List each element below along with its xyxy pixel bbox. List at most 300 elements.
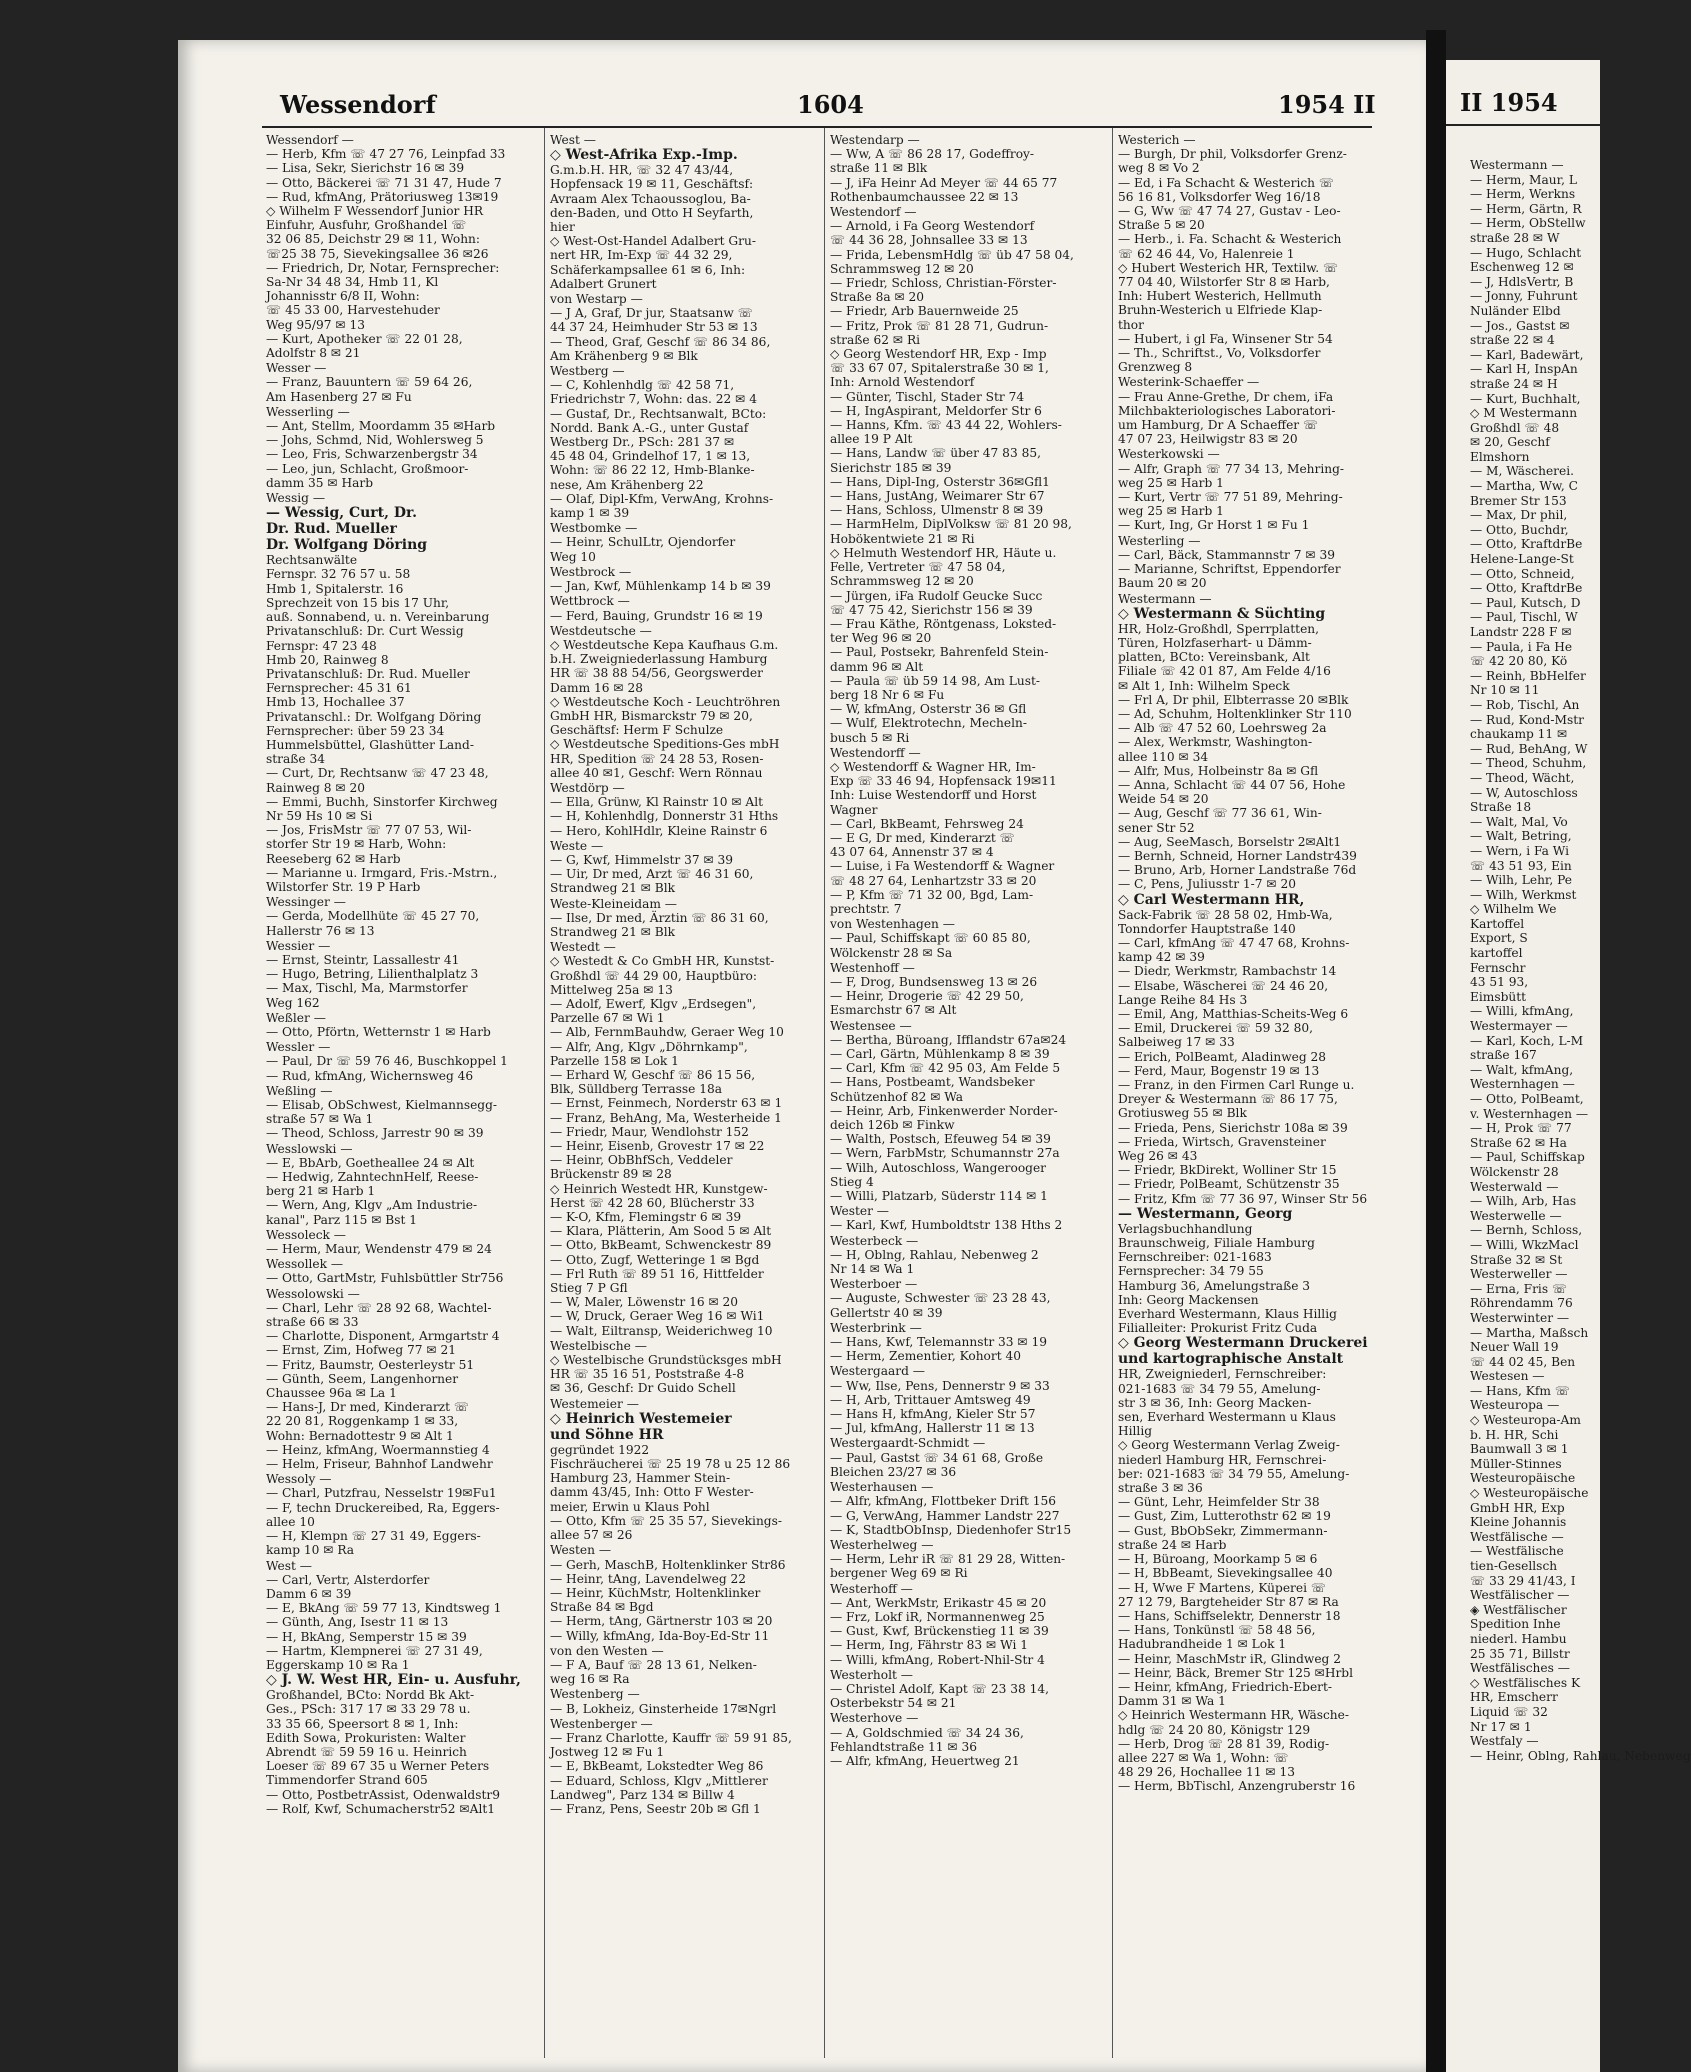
directory-line: — Ernst, Zim, Hofweg 77 ✉ 21	[266, 1343, 456, 1358]
directory-line: Straße 84 ✉ Bgd	[550, 1600, 654, 1615]
directory-line: — Charl, Putzfrau, Nesselstr 19✉Fu1	[266, 1486, 497, 1501]
directory-line: — Günt, Lehr, Heimfelder Str 38	[1118, 1495, 1320, 1510]
directory-line: — Friedrich, Dr, Notar, Fernsprecher:	[266, 260, 500, 275]
directory-line: ☏ 33 67 07, Spitalerstraße 30 ✉ 1,	[830, 361, 1049, 376]
directory-line: Hmb 13, Hochallee 37	[266, 695, 405, 710]
directory-line: — Otto, Buchdr,	[1470, 522, 1569, 537]
directory-line: sen, Everhard Westermann u Klaus	[1118, 1410, 1336, 1425]
directory-line: — Paula, i Fa He	[1470, 639, 1573, 654]
directory-line: — Herm, Werkns	[1470, 187, 1576, 202]
directory-line: — W, Druck, Geraer Weg 16 ✉ Wi1	[550, 1309, 765, 1324]
directory-line: Liquid ☏ 32	[1470, 1704, 1548, 1719]
directory-line: — Otto, KraftdrBe	[1470, 537, 1583, 552]
directory-line: Hamburg 36, Amelungstraße 3	[1118, 1278, 1311, 1293]
directory-line: — H, IngAspirant, Meldorfer Str 6	[830, 403, 1042, 418]
directory-line: — K, StadtbObInsp, Diedenhofer Str15	[830, 1522, 1072, 1537]
directory-line: — Günth, Seem, Langenhorner	[266, 1371, 459, 1386]
directory-line: ◇ Heinrich Westemeier	[550, 1410, 732, 1427]
directory-line: Fernsprecher: 34 79 55	[1118, 1264, 1264, 1279]
directory-line: — Ant, Stellm, Moordamm 35 ✉Harb	[266, 419, 496, 434]
directory-line: ◇ Westeuropäische	[1470, 1486, 1589, 1501]
directory-line: Inh: Luise Westendorff und Horst	[830, 788, 1037, 803]
directory-line: Hillig	[1118, 1424, 1153, 1439]
directory-line: — Jos, FrisMstr ☏ 77 07 53, Wil-	[266, 823, 472, 838]
directory-line: Damm 6 ✉ 39	[266, 1586, 352, 1601]
directory-line: — Auguste, Schwester ☏ 23 28 43,	[830, 1291, 1051, 1306]
directory-line: — Anna, Schlacht ☏ 44 07 56, Hohe	[1118, 777, 1346, 792]
directory-line: Rothenbaumchaussee 22 ✉ 13	[830, 189, 1019, 204]
directory-line: Weßler —	[266, 1010, 326, 1025]
directory-line: Loeser ☏ 89 67 35 u Werner Peters	[266, 1759, 490, 1774]
directory-line: — Charlotte, Disponent, Armgartstr 4	[266, 1329, 500, 1344]
directory-line: — Theod, Graf, Geschf ☏ 86 34 86,	[550, 334, 771, 349]
directory-line: — Uir, Dr med, Arzt ☏ 46 31 60,	[550, 867, 754, 882]
directory-line: — Hans, Kfm ☏	[1470, 1383, 1571, 1398]
directory-line: deich 126b ✉ Finkw	[830, 1118, 955, 1133]
directory-line: straße 24 ✉ Harb	[1118, 1537, 1227, 1552]
directory-line: — Otto, KraftdrBe	[1470, 581, 1583, 596]
directory-line: 25 35 71, Billstr	[1470, 1646, 1570, 1661]
directory-line: damm 96 ✉ Alt	[830, 659, 924, 674]
directory-line: — Erich, PolBeamt, Aladinweg 28	[1118, 1049, 1327, 1064]
directory-line: — Herb, Drog ☏ 28 81 39, Rodig-	[1118, 1736, 1330, 1751]
directory-line: — Alb, FernmBauhdw, Geraer Weg 10	[550, 1025, 784, 1040]
directory-line: Blk, Sülldberg Terrasse 18a	[550, 1082, 722, 1097]
running-head-left: Wessendorf	[280, 90, 436, 119]
directory-line: — Bernh, Schloss,	[1470, 1223, 1583, 1238]
directory-line: Schützenhof 82 ✉ Wa	[830, 1089, 964, 1104]
directory-line: 22 20 81, Roggenkamp 1 ✉ 33,	[266, 1414, 459, 1429]
directory-line: — Ernst, Feinmech, Norderstr 63 ✉ 1	[550, 1096, 783, 1111]
directory-line: Westergaardt-Schmidt —	[830, 1436, 986, 1451]
directory-line: — Rud, BehAng, W	[1470, 741, 1588, 756]
directory-line: 56 16 81, Volksdorfer Weg 16/18	[1118, 189, 1321, 204]
directory-line: Schrammsweg 12 ✉ 20	[830, 261, 974, 276]
directory-line: Wesser —	[266, 361, 327, 376]
directory-line: — Walt, Betring,	[1470, 829, 1572, 844]
book-spine	[1426, 30, 1446, 2072]
directory-line: Westendarp —	[830, 133, 920, 147]
directory-line: — Heinr, Arb, Finkenwerder Norder-	[830, 1103, 1058, 1118]
directory-line: Westerweller —	[1470, 1267, 1568, 1282]
directory-line: GmbH HR, Exp	[1470, 1500, 1565, 1515]
directory-line: Everhard Westermann, Klaus Hillig	[1118, 1307, 1337, 1322]
directory-line: — Wilh, Werkmst	[1470, 887, 1577, 902]
directory-line: 32 06 85, Deichstr 29 ✉ 11, Wohn:	[266, 232, 480, 247]
facing-page-head: II 1954	[1460, 88, 1558, 117]
directory-line: 45 48 04, Grindelhof 17, 1 ✉ 13,	[550, 449, 751, 464]
directory-line: Eggerskamp 10 ✉ Ra 1	[266, 1657, 410, 1672]
directory-line: — Heinr, KüchMstr, Holtenklinker	[550, 1585, 761, 1600]
directory-line: — Hedwig, ZahntechnHelf, Reese-	[266, 1170, 479, 1185]
directory-line: Damm 16 ✉ 28	[550, 680, 644, 695]
directory-line: — Ww, Ilse, Pens, Dennerstr 9 ✉ 33	[830, 1378, 1050, 1393]
directory-line: — Diedr, Werkmstr, Rambachstr 14	[1118, 964, 1337, 979]
directory-line: — Otto, Bäckerei ☏ 71 31 47, Hude 7	[266, 175, 502, 190]
directory-line: Nordd. Bank A.-G., unter Gustaf	[550, 420, 749, 435]
directory-line: damm 43/45, Inh: Otto F Wester-	[550, 1485, 754, 1500]
directory-line: — Heinr, Oblng, Rahlau, Nebenweg	[1470, 1748, 1691, 1763]
directory-line: — Carl, kfmAng ☏ 47 47 68, Krohns-	[1118, 935, 1350, 950]
directory-line: — B, Lokheiz, Ginsterheide 17✉Ngrl	[550, 1701, 777, 1716]
directory-line: HR ☏ 35 16 51, Poststraße 4-8	[550, 1367, 745, 1382]
directory-line: — Alfr, kfmAng, Heuertweg 21	[830, 1753, 1020, 1768]
directory-line: 48 29 26, Hochallee 11 ✉ 13	[1118, 1765, 1295, 1780]
directory-line: Am Hasenberg 27 ✉ Fu	[266, 389, 412, 404]
directory-line: — Walt, Mal, Vo	[1470, 814, 1568, 829]
directory-line: Westerink-Schaeffer —	[1118, 375, 1260, 390]
directory-line: Hmb 1, Spitalerstr. 16	[266, 581, 404, 596]
directory-line: — Burgh, Dr phil, Volksdorfer Grenz-	[1118, 147, 1347, 162]
directory-line: Inh: Georg Mackensen	[1118, 1292, 1259, 1307]
directory-line: HR ☏ 38 88 54/56, Georgswerder	[550, 666, 763, 681]
directory-line: — Jonny, Fuhrunt	[1470, 289, 1578, 304]
directory-line: — Alfr, Graph ☏ 77 34 13, Mehring-	[1118, 461, 1345, 476]
directory-line: Johannisstr 6/8 II, Wohn:	[266, 289, 420, 304]
directory-line: — Heinz, kfmAng, Woermannstieg 4	[266, 1442, 490, 1457]
directory-line: Sa-Nr 34 48 34, Hmb 11, Kl	[266, 275, 439, 290]
directory-line: ☏ 43 51 93, Ein	[1470, 858, 1572, 873]
directory-line: — Jürgen, iFa Rudolf Geucke Succ	[830, 588, 1043, 603]
directory-line: — Erna, Fris ☏	[1470, 1281, 1568, 1296]
directory-line: — W, Autoschloss	[1470, 785, 1578, 800]
directory-line: 47 07 23, Heilwigstr 83 ✉ 20	[1118, 432, 1298, 447]
directory-line: G.m.b.H. HR, ☏ 32 47 43/44,	[550, 163, 734, 178]
directory-line: ✉ 20, Geschf	[1470, 435, 1550, 450]
directory-line: Nr 17 ✉ 1	[1470, 1719, 1532, 1734]
directory-line: — Hans, JustAng, Weimarer Str 67	[830, 489, 1045, 504]
directory-line: ☏25 38 75, Sievekingsallee 36 ✉26	[266, 246, 489, 261]
directory-line: — HarmHelm, DiplVolksw ☏ 81 20 98,	[830, 517, 1072, 532]
directory-line: allee 57 ✉ 26	[550, 1528, 633, 1543]
directory-line: Wessoleck —	[266, 1227, 346, 1242]
directory-line: — Wilh, Lehr, Pe	[1470, 873, 1573, 888]
directory-line: Wohn: ☏ 86 22 12, Hmb-Blanke-	[550, 463, 755, 478]
directory-line: — Emil, Ang, Matthias-Scheits-Weg 6	[1118, 1006, 1349, 1021]
directory-line: — Paul, Postsekr, Bahrenfeld Stein-	[830, 645, 1049, 660]
directory-line: Filialleiter: Prokurist Fritz Cuda	[1118, 1321, 1318, 1336]
directory-line: — Frida, LebensmHdlg ☏ üb 47 58 04,	[830, 247, 1074, 262]
directory-line: Geschäftsf: Herm F Schulze	[550, 723, 724, 738]
directory-line: Weg 10	[550, 549, 596, 564]
directory-line: damm 35 ✉ Harb	[266, 475, 374, 490]
directory-line: — Ernst, Steintr, Lassallestr 41	[266, 952, 460, 967]
directory-line: — Hugo, Betring, Lilienthalplatz 3	[266, 967, 479, 982]
directory-line: ◇ Georg Westermann Druckerei	[1118, 1335, 1368, 1352]
directory-line: ◇ Wilhelm We	[1470, 902, 1557, 917]
directory-line: — W, kfmAng, Osterstr 36 ✉ Gfl	[830, 702, 1027, 717]
directory-line: — Curt, Dr, Rechtsanw ☏ 47 23 48,	[266, 766, 489, 781]
directory-line: — Max, Tischl, Ma, Marmstorfer	[266, 981, 468, 996]
directory-line: — Aug, Geschf ☏ 77 36 61, Win-	[1118, 806, 1322, 821]
directory-line: — Emmi, Buchh, Sinstorfer Kirchweg	[266, 794, 498, 809]
directory-line: Großhdl ☏ 48	[1470, 420, 1560, 435]
directory-line: Hummelsbüttel, Glashütter Land-	[266, 737, 474, 752]
directory-line: Helene-Lange-St	[1470, 552, 1574, 567]
directory-line: — Wessig, Curt, Dr.	[266, 505, 417, 522]
directory-line: — Friedr, PolBeamt, Schützenstr 35	[1118, 1177, 1340, 1192]
directory-line: Grotiusweg 55 ✉ Blk	[1118, 1106, 1247, 1121]
directory-line: — Theod, Schuhm,	[1470, 756, 1587, 771]
directory-line: — H, Klempn ☏ 27 31 49, Eggers-	[266, 1529, 481, 1544]
directory-line: — Hans, Landw ☏ über 47 83 85,	[830, 446, 1041, 461]
directory-line: weg 25 ✉ Harb 1	[1118, 475, 1224, 490]
directory-line: nert HR, Im-Exp ☏ 44 32 29,	[550, 248, 733, 263]
directory-line: Adalbert Grunert	[550, 276, 657, 291]
directory-line: Wessolowski —	[266, 1286, 360, 1301]
directory-line: ◇ Heinrich Westermann HR, Wäsche-	[1118, 1708, 1349, 1723]
directory-line: Westemeier —	[550, 1396, 639, 1411]
directory-line: chaukamp 11 ✉	[1470, 727, 1568, 742]
directory-line: Felle, Vertreter ☏ 47 58 04,	[830, 560, 1006, 575]
directory-line: thor	[1118, 317, 1144, 332]
directory-line: Ges., PSch: 317 17 ✉ 33 29 78 u.	[266, 1702, 471, 1717]
directory-line: Baum 20 ✉ 20	[1118, 576, 1207, 591]
directory-line: — Hugo, Schlacht	[1470, 245, 1582, 260]
directory-line: — Franz, Bauuntern ☏ 59 64 26,	[266, 375, 473, 390]
directory-line: straße 167	[1470, 1048, 1537, 1063]
directory-line: — M, Wäscherei.	[1470, 464, 1574, 479]
directory-line: — Otto, Zugf, Wetteringe 1 ✉ Bgd	[550, 1252, 760, 1267]
directory-line: Neuer Wall 19	[1470, 1340, 1559, 1355]
directory-line: ◇ Georg Westermann Verlag Zweig-	[1118, 1438, 1340, 1453]
directory-line: ✉ 36, Geschf: Dr Guido Schell	[550, 1381, 736, 1396]
directory-line: — Arnold, i Fa Georg Westendorf	[830, 219, 1035, 234]
directory-line: — Wilh, Autoschloss, Wangerooger	[830, 1160, 1047, 1175]
column-4	[1118, 132, 1394, 1794]
directory-line: — Franz, Pens, Seestr 20b ✉ Gfl 1	[550, 1801, 761, 1816]
directory-line: Wessinger —	[266, 895, 346, 910]
directory-line: — Wern, Ang, Klgv „Am Industrie-	[266, 1198, 478, 1213]
directory-line: Westerbrink —	[830, 1320, 922, 1335]
directory-line: kanal", Parz 115 ✉ Bst 1	[266, 1212, 418, 1227]
directory-line: — Emil, Druckerei ☏ 59 32 80,	[1118, 1021, 1313, 1036]
directory-line: nese, Am Krähenberg 22	[550, 477, 704, 492]
directory-line: — Rud, Kond-Mstr	[1470, 712, 1584, 727]
directory-line: — Karl, Badewärt,	[1470, 347, 1584, 362]
directory-line: Westerhoff —	[830, 1581, 913, 1596]
column-2	[550, 132, 826, 1816]
directory-line: HR, Spedition ☏ 24 28 53, Rosen-	[550, 751, 764, 766]
directory-line: — Rud, kfmAng, Prätoriusweg 13✉19	[266, 189, 499, 204]
directory-line: — Hanns, Kfm. ☏ 43 44 22, Wohlers-	[830, 418, 1062, 433]
directory-line: den-Baden, und Otto H Seyfarth,	[550, 205, 754, 220]
directory-line: Adolfstr 8 ✉ 21	[266, 346, 361, 361]
directory-line: tien-Gesellsch	[1470, 1559, 1558, 1573]
directory-line: Einfuhr, Ausfuhr, Großhandel ☏	[266, 218, 467, 233]
directory-line: — Ilse, Dr med, Ärztin ☏ 86 31 60,	[550, 910, 769, 925]
directory-line: Westermayer —	[1470, 1019, 1568, 1034]
directory-line: Fischräucherei ☏ 25 19 78 u 25 12 86	[550, 1457, 791, 1472]
directory-line: — E G, Dr med, Kinderarzt ☏	[830, 830, 1015, 845]
directory-line: Bremer Str 153	[1470, 493, 1567, 508]
directory-line: weg 16 ✉ Ra	[550, 1672, 630, 1687]
directory-line: Parzelle 67 ✉ Wi 1	[550, 1011, 665, 1026]
directory-line: — Charl, Lehr ☏ 28 92 68, Wachtel-	[266, 1300, 492, 1315]
directory-line: straße 28 ✉ W	[1470, 230, 1560, 245]
directory-line: — Hans, Postbeamt, Wandsbeker	[830, 1075, 1035, 1090]
directory-line: ☏ 47 75 42, Sierichstr 156 ✉ 39	[830, 602, 1033, 617]
directory-line: Rainweg 8 ✉ 20	[266, 780, 366, 795]
directory-line: — Herm, tAng, Gärtnerstr 103 ✉ 20	[550, 1614, 773, 1629]
directory-line: Am Krähenberg 9 ✉ Blk	[550, 348, 698, 363]
directory-line: busch 5 ✉ Ri	[830, 730, 910, 745]
directory-line: ☏ 44 02 45, Ben	[1470, 1354, 1576, 1369]
directory-line: — Hans, Dipl-Ing, Osterstr 36✉Gfl1	[830, 474, 1050, 489]
directory-line: — H, Büroang, Moorkamp 5 ✉ 6	[1118, 1552, 1318, 1567]
directory-line: 77 04 40, Wilstorfer Str 8 ✉ Harb,	[1118, 275, 1330, 290]
directory-line: sener Str 52	[1118, 820, 1195, 835]
directory-line: — Ant, WerkMstr, Erikastr 45 ✉ 20	[830, 1595, 1047, 1610]
directory-line: Nr 10 ✉ 11	[1470, 683, 1540, 698]
column-divider	[1112, 128, 1113, 2058]
directory-line: ☏ 33 29 41/43, I	[1470, 1573, 1576, 1588]
directory-line: — Ad, Schuhm, Holtenklinker Str 110	[1118, 706, 1352, 721]
directory-line: 43 07 64, Annenstr 37 ✉ 4	[830, 845, 994, 860]
directory-line: — Willi, kfmAng, Robert-Nhil-Str 4	[830, 1652, 1045, 1667]
directory-line: Export, S	[1470, 931, 1528, 946]
directory-line: — Heinr, ObBhfSch, Veddeler	[550, 1153, 733, 1168]
directory-line: Wilstorfer Str. 19 P Harb	[266, 879, 421, 894]
directory-line: Herst ☏ 42 28 60, Blücherstr 33	[550, 1195, 755, 1210]
directory-line: — Kurt, Vertr ☏ 77 51 89, Mehring-	[1118, 490, 1343, 505]
directory-line: Nr 14 ✉ Wa 1	[830, 1262, 915, 1277]
directory-line: — Leo, jun, Schlacht, Großmoor-	[266, 461, 469, 476]
directory-line: — Rob, Tischl, An	[1470, 697, 1580, 712]
directory-line: Westergaard —	[830, 1364, 925, 1379]
directory-line: — Heinr, Eisenb, Grovestr 17 ✉ 22	[550, 1139, 765, 1154]
directory-line: — Karl, Koch, L-M	[1470, 1033, 1584, 1048]
directory-line: Westerling —	[1118, 533, 1201, 548]
facing-page-rule	[1446, 124, 1600, 126]
directory-line: — Theod, Schloss, Jarrestr 90 ✉ 39	[266, 1126, 484, 1141]
directory-line: — Carl, BkBeamt, Fehrsweg 24	[830, 816, 1024, 831]
directory-line: ◈ Westfälischer	[1470, 1602, 1567, 1617]
directory-line: — Franz Charlotte, Kauffr ☏ 59 91 85,	[550, 1730, 792, 1745]
directory-line: Westermann —	[1470, 158, 1564, 172]
directory-line: ☏ 48 27 64, Lenhartzstr 33 ✉ 20	[830, 873, 1037, 888]
directory-line: Weste —	[550, 838, 604, 853]
directory-line: Wohn: Bernadottestr 9 ✉ Alt 1	[266, 1428, 454, 1443]
directory-line: 021-1683 ☏ 34 79 55, Amelung-	[1118, 1381, 1321, 1396]
directory-line: — Günth, Ang, Isestr 11 ✉ 13	[266, 1615, 449, 1630]
directory-line: — Martha, Ww, C	[1470, 479, 1578, 494]
directory-line: Gellertstr 40 ✉ 39	[830, 1305, 943, 1320]
directory-line: Nuländer Elbd	[1470, 303, 1561, 318]
directory-line: Fernschreiber: 021-1683	[1118, 1250, 1272, 1265]
directory-line: Westerbeck —	[830, 1233, 919, 1248]
directory-line: Hadubrandheide 1 ✉ Lok 1	[1118, 1637, 1287, 1652]
directory-line: Schäferkampsallee 61 ✉ 6, Inh:	[550, 262, 746, 277]
directory-line: Inh: Arnold Westendorf	[830, 375, 975, 390]
directory-line: — Heinr, MaschMstr iR, Glindweg 2	[1118, 1651, 1341, 1666]
directory-line: — Frau Käthe, Röntgenass, Loksted-	[830, 616, 1057, 631]
directory-line: kamp 1 ✉ 39	[550, 506, 630, 521]
directory-line: Milchbakteriologisches Laboratori-	[1118, 403, 1336, 418]
directory-line: — Aug, SeeMasch, Borselstr 2✉Alt1	[1118, 834, 1342, 849]
directory-line: — Ferd, Bauing, Grundstr 16 ✉ 19	[550, 608, 763, 623]
directory-line: — Heinr, tAng, Lavendelweg 22	[550, 1571, 747, 1586]
directory-line: allee 227 ✉ Wa 1, Wohn: ☏	[1118, 1750, 1289, 1765]
directory-line: Westerich —	[1118, 133, 1196, 147]
directory-line: — F, Drog, Bundsensweg 13 ✉ 26	[830, 974, 1038, 989]
directory-line: ◇ Westdeutsche Kepa Kaufhaus G.m.	[550, 637, 779, 652]
directory-line: Reeseberg 62 ✉ Harb	[266, 851, 401, 866]
directory-line: — Walt, kfmAng,	[1470, 1062, 1574, 1077]
directory-line: HR, Emscherr	[1470, 1690, 1558, 1705]
directory-line: — E, BkBeamt, Lokstedter Weg 86	[550, 1759, 764, 1774]
directory-line: Filiale ☏ 42 01 87, Am Felde 4/16	[1118, 664, 1331, 679]
directory-line: straße 3 ✉ 36	[1118, 1481, 1203, 1496]
directory-line: Westberg Dr., PSch: 281 37 ✉	[550, 435, 735, 450]
directory-line: Westberg —	[550, 364, 625, 379]
directory-line: Westen —	[550, 1543, 612, 1558]
directory-line: Grenzweg 8	[1118, 360, 1193, 375]
directory-line: Wölckenstr 28	[1470, 1164, 1559, 1179]
directory-line: — Otto, PostbetrAssist, Odenwaldstr9	[266, 1787, 500, 1802]
directory-line: — Max, Dr phil,	[1470, 508, 1568, 523]
directory-line: — Alfr, Mus, Holbeinstr 8a ✉ Gfl	[1118, 763, 1319, 778]
directory-line: v. Westernhagen —	[1470, 1106, 1589, 1121]
directory-line: hier	[550, 220, 575, 235]
directory-line: allee 110 ✉ 34	[1118, 749, 1209, 764]
directory-line: — Elsabe, Wäscherei ☏ 24 46 20,	[1118, 978, 1329, 993]
directory-line: — Hans, Schiffselektr, Dennerstr 18	[1118, 1608, 1341, 1623]
directory-line: — Paul, Kutsch, D	[1470, 595, 1581, 610]
directory-line: — Ww, A ☏ 86 28 17, Godeffroy-	[830, 147, 1035, 162]
directory-line: Weide 54 ✉ 20	[1118, 792, 1209, 807]
directory-line: — Wilh, Arb, Has	[1470, 1194, 1577, 1209]
directory-line: — Otto, Schneid,	[1470, 566, 1575, 581]
directory-line: — Paul, Gastst ☏ 34 61 68, Große	[830, 1450, 1044, 1465]
directory-line: Fernsprecher: über 59 23 34	[266, 723, 445, 738]
directory-line: — Hans H, kfmAng, Kieler Str 57	[830, 1407, 1036, 1422]
directory-line: weg 25 ✉ Harb 1	[1118, 504, 1224, 519]
directory-line: Wessollek —	[266, 1257, 344, 1272]
directory-line: — Frl A, Dr phil, Elbterrasse 20 ✉Blk	[1118, 692, 1349, 707]
directory-line: — Alfr, Ang, Klgv „Döhrnkamp",	[550, 1039, 748, 1054]
directory-line: von Westenhagen —	[830, 917, 955, 932]
directory-line: Salbeiweg 17 ✉ 33	[1118, 1035, 1235, 1050]
directory-line: — Luise, i Fa Westendorff & Wagner	[830, 859, 1055, 874]
directory-line: Stieg 7 P Gfl	[550, 1281, 628, 1296]
directory-line: niederl. Hambu	[1470, 1631, 1567, 1646]
directory-line: Schrammsweg 12 ✉ 20	[830, 574, 974, 589]
directory-line: — Fritz, Kfm ☏ 77 36 97, Winser Str 56	[1118, 1191, 1368, 1206]
directory-line: Landstr 228 F ✉	[1470, 625, 1572, 639]
directory-line: berg 18 Nr 6 ✉ Fu	[830, 687, 945, 702]
directory-line: Westernhagen —	[1470, 1077, 1575, 1092]
directory-line: Westeuropa —	[1470, 1398, 1560, 1413]
directory-line: Parzelle 158 ✉ Lok 1	[550, 1053, 679, 1068]
directory-line: b.H. Zweigniederlassung Hamburg	[550, 652, 768, 667]
directory-line: — Rolf, Kwf, Schumacherstr52 ✉Alt1	[266, 1801, 495, 1816]
directory-line: — Herm, Maur, L	[1470, 172, 1577, 187]
directory-line: — Leo, Fris, Schwarzenbergstr 34	[266, 447, 478, 462]
directory-line: ◇ Westdeutsche Koch - Leuchtröhren	[550, 694, 781, 709]
directory-line: um Hamburg, Dr A Schaeffer ☏	[1118, 418, 1319, 433]
directory-line: Wessier —	[266, 938, 331, 953]
directory-line: Straße 5 ✉ 20	[1118, 218, 1205, 233]
directory-line: — Herb, Kfm ☏ 47 27 76, Leinpfad 33	[266, 147, 506, 162]
directory-line: — Fritz, Baumstr, Oesterleystr 51	[266, 1357, 475, 1372]
directory-line: — Günter, Tischl, Stader Str 74	[830, 389, 1025, 404]
directory-line: — Willi, kfmAng,	[1470, 1004, 1574, 1019]
directory-line: — Marianne u. Irmgard, Fris.-Mstrn.,	[266, 865, 498, 880]
directory-line: auß. Sonnabend, u. n. Vereinbarung	[266, 610, 490, 625]
directory-line: — Herm, Gärtn, R	[1470, 201, 1582, 216]
directory-line: ◇ Helmuth Westendorf HR, Häute u.	[830, 545, 1057, 560]
